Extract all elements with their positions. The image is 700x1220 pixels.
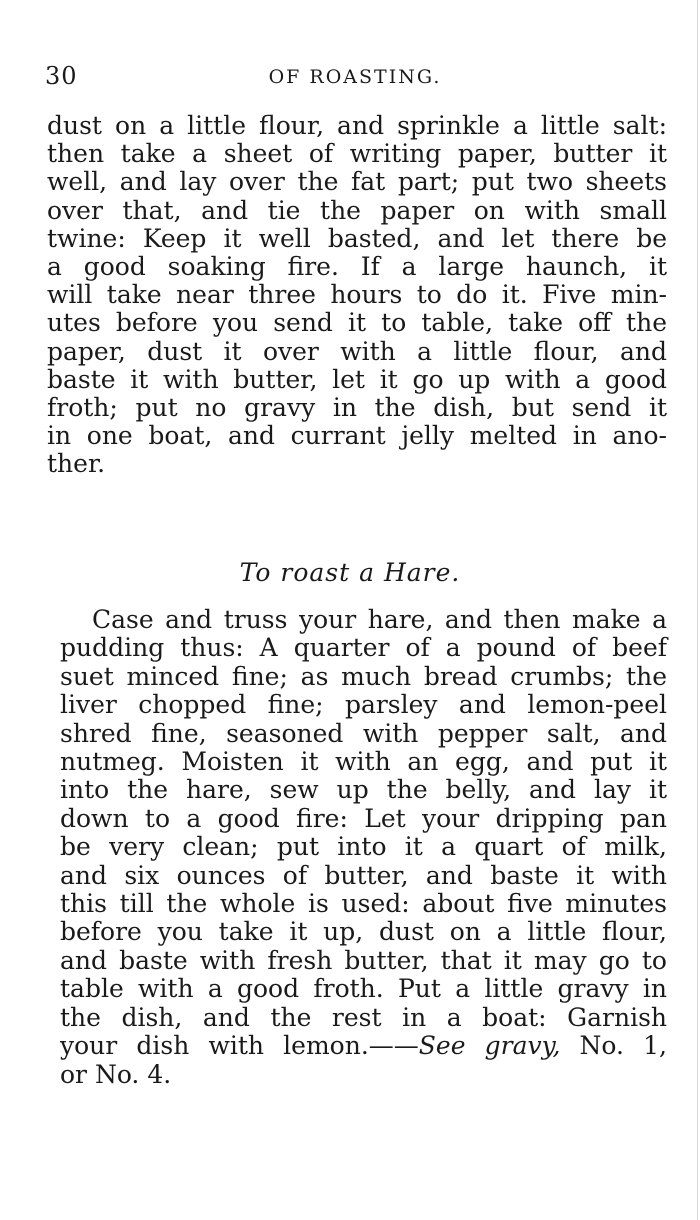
text-line-with-reference: [60, 1032, 667, 1060]
page-number: 30: [45, 62, 78, 90]
text-line: twine: Keep it well basted, and let there be: [47, 223, 667, 253]
text-line: the dish, and the rest in a boat: Garnish: [60, 1002, 667, 1032]
text-line: baste it with butter, let it go up with a good: [47, 364, 667, 394]
text-line: ther.: [47, 449, 106, 479]
text-line: a good soaking fire. If a large haunch, it: [47, 252, 667, 282]
text-fragment: your dish with lemon.——: [60, 1031, 419, 1061]
text-line: nutmeg. Moisten it with an egg, and put it: [60, 747, 667, 777]
text-line: will take near three hours to do it. Five min-: [47, 280, 667, 310]
section-title: To roast a Hare.: [239, 558, 461, 587]
page-header: [45, 62, 665, 98]
text-line: this till the whole is used: about five minutes: [60, 889, 667, 919]
running-head: OF ROASTING.: [268, 66, 442, 88]
text-line: and baste with fresh butter, that it may go to: [60, 945, 667, 975]
text-line: into the hare, sew up the belly, and lay it: [60, 775, 667, 805]
text-line: over that, and tie the paper on with small: [47, 195, 667, 225]
text-line: suet minced fine; as much bread crumbs; the: [60, 661, 667, 691]
paragraph-roast-hare: [60, 606, 667, 1089]
text-line: well, and lay over the fat part; put two sheets: [47, 167, 667, 197]
text-line: and six ounces of butter, and baste it with: [60, 860, 667, 890]
text-line: in one boat, and currant jelly melted in ano-: [47, 421, 667, 451]
text-line: dust on a little flour, and sprinkle a little salt:: [47, 111, 667, 140]
text-fragment: No. 1,: [560, 1031, 667, 1061]
text-line: shred fine, seasoned with pepper salt, and: [60, 718, 667, 748]
text-line: be very clean; put into it a quart of milk,: [60, 832, 667, 862]
text-line: then take a sheet of writing paper, butter it: [47, 139, 667, 169]
text-line: table with a good froth. Put a little gravy in: [60, 974, 667, 1004]
page-edge: [697, 0, 698, 1220]
paragraph-venison-continued: [47, 112, 667, 479]
text-line: utes before you send it to table, take off the: [47, 308, 667, 338]
text-line: liver chopped fine; parsley and lemon-peel: [60, 690, 667, 720]
text-line: paper, dust it over with a little flour, and: [47, 336, 667, 366]
cross-reference: See gravy,: [418, 1031, 561, 1061]
text-line: pudding thus: A quarter of a pound of beef: [60, 633, 667, 663]
text-line: or No. 4.: [60, 1059, 172, 1089]
text-line: down to a good fire: Let your dripping pan: [60, 803, 667, 833]
text-line: Case and truss your hare, and then make a: [92, 605, 667, 634]
text-line: before you take it up, dust on a little flour,: [60, 917, 667, 947]
text-line: froth; put no gravy in the dish, but send it: [47, 393, 667, 423]
